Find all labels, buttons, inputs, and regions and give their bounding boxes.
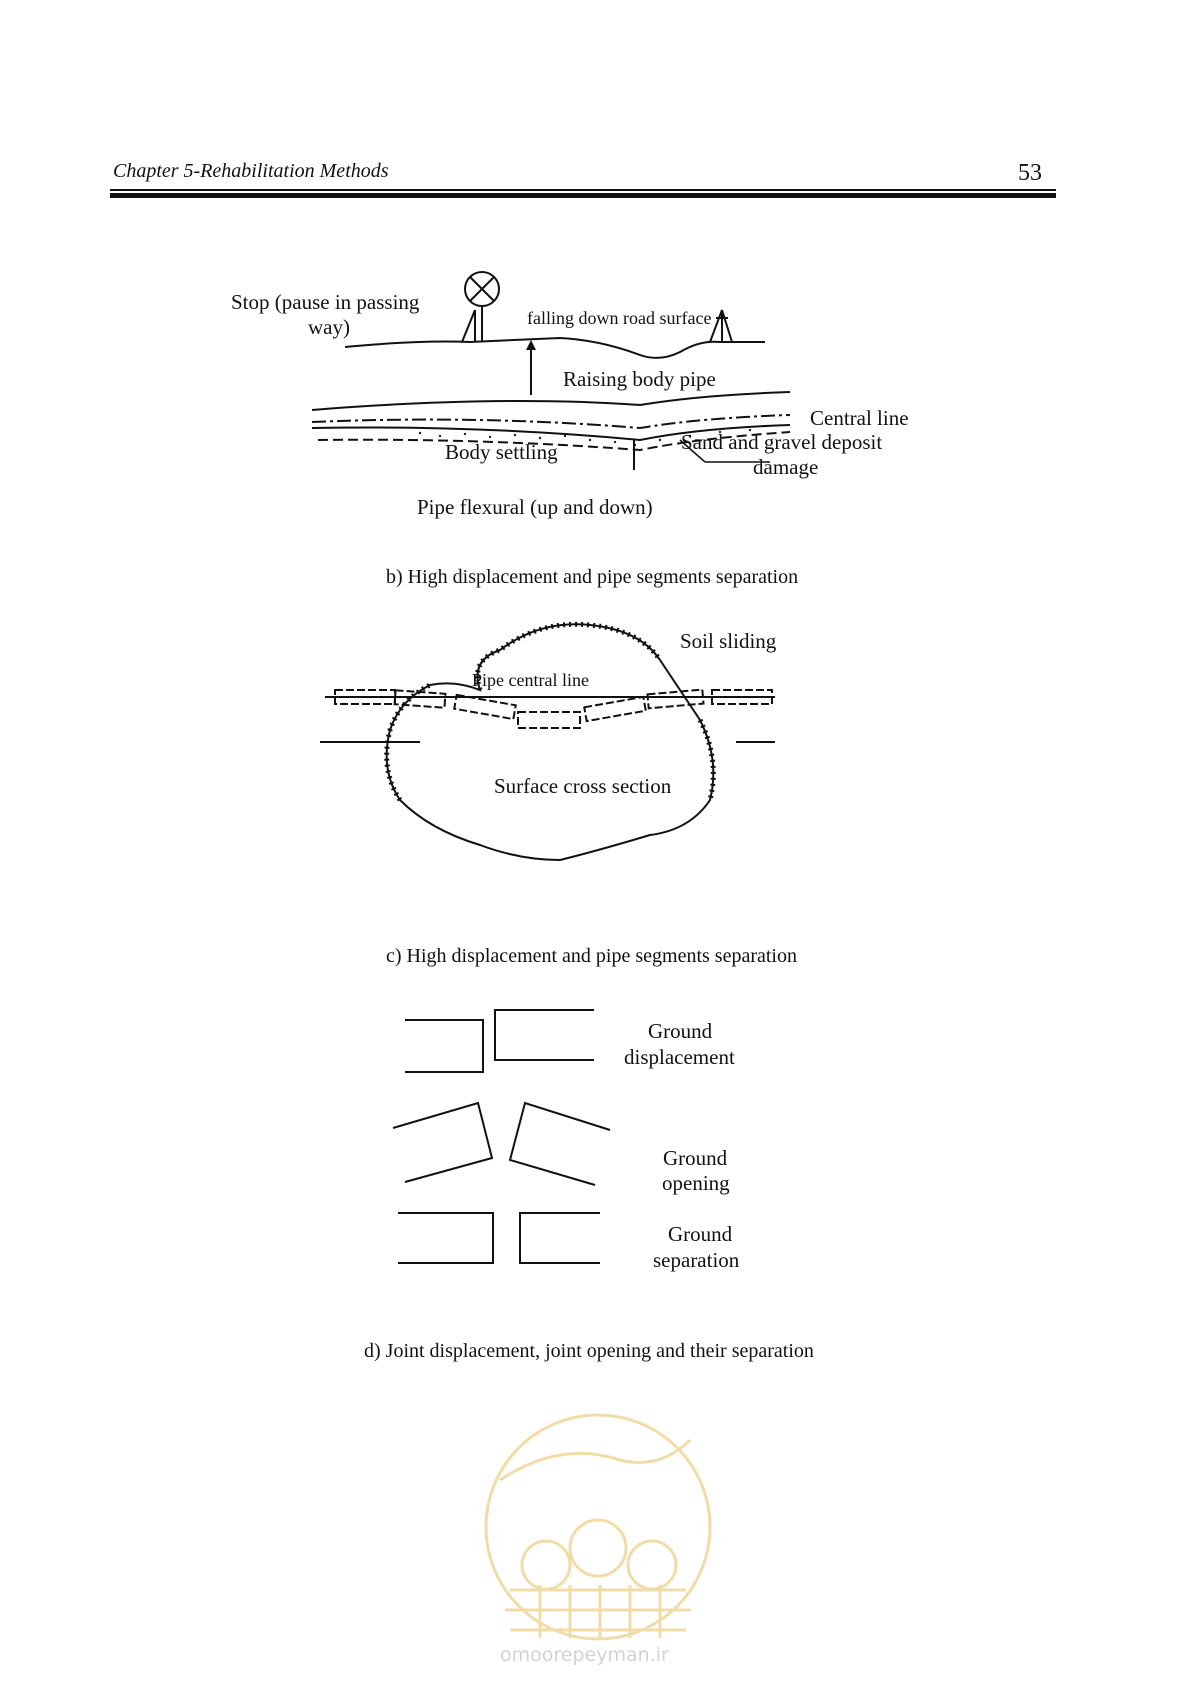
chapter-title: Chapter 5-Rehabilitation Methods [113,160,389,182]
label-damage: damage [753,455,819,479]
label-pipe-central: Pipe central line [472,670,589,690]
label-ground-2: Ground [663,1146,728,1170]
label-falling-road: falling down road surface [527,308,712,328]
label-surface-cross: Surface cross section [494,774,672,798]
page-number: 53 [1018,160,1042,186]
label-flexural: Pipe flexural (up and down) [417,495,653,519]
caption-c: c) High displacement and pipe segments separation [386,945,797,967]
caption-b: b) High displacement and pipe segments separation [386,566,799,588]
label-raising: Raising body pipe [563,367,716,391]
label-stop-2: way) [308,315,350,339]
caption-d: d) Joint displacement, joint opening and their separation [364,1340,814,1362]
label-soil-sliding: Soil sliding [680,629,777,653]
label-ground-3: Ground [668,1222,733,1246]
label-displacement: displacement [624,1045,735,1069]
watermark-site: omoorepeyman.ir [500,1644,669,1666]
label-stop: Stop (pause in passing [231,290,420,314]
label-sand-gravel: Sand and gravel deposit [681,430,883,454]
label-opening: opening [662,1171,730,1195]
label-separation: separation [653,1248,740,1272]
label-body-settling: Body settling [445,440,558,464]
label-ground-1: Ground [648,1019,713,1043]
label-central-line: Central line [810,406,909,430]
